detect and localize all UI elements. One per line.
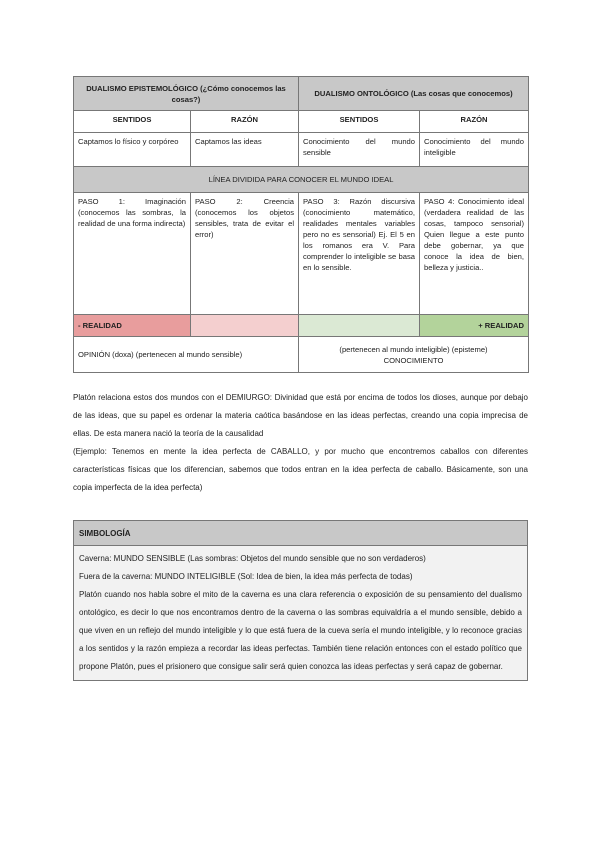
demiurgo-text: Platón relaciona estos dos mundos con el DEMIURGO: Divinidad que está por encima de todos los dioses, aunque por debajo de las ideas, que su papel es ordenar la materia caótica basándose en las ideas perfectas, creando una copia imprecisa de ellas. De esta manera nació la teoría de la causalidad — [73, 393, 528, 438]
conocimiento-cell — [299, 337, 529, 373]
simbologia-body — [74, 546, 528, 681]
divided-line-title: LÍNEA DIVIDIDA PARA CONOCER EL MUNDO IDEAL — [74, 167, 529, 193]
cell-razon-onto: Conocimiento del mundo inteligible — [420, 133, 529, 167]
cell-sentidos-onto: Conocimiento del mundo sensible — [299, 133, 420, 167]
simbologia-explanation: Platón cuando nos habla sobre el mito de la caverna es una clara referencia o exposición de su pensamiento del dualismo ontológico, es decir lo que nos encontramos dentro de la caverna o las sombras equivaldría a el mundo sensible, debido a que viven en un reflejo del mundo inteligible y lo que está fuera de la cueva sería el mundo inteligible, y lo reconoce gracias a los sentidos y la razón empieza a recordar las ideas perfectas. También tiene relación entonces con el estado político que propone Platón, pues el prisionero que consigue salir será quien conozca las ideas perfectas y será capaz de gobernar. — [79, 590, 522, 671]
col-razon-onto: RAZÓN — [420, 111, 529, 133]
header-epistemological: DUALISMO EPISTEMOLÓGICO (¿Cómo conocemos las cosas?) — [74, 77, 299, 111]
simbologia-fuera: Fuera de la caverna: MUNDO INTELIGIBLE (Sol: Idea de bien, la idea más perfecta de todas) — [79, 572, 413, 581]
conocimiento-line2: CONOCIMIENTO — [383, 355, 444, 365]
demiurgo-paragraph — [73, 389, 528, 497]
col-sentidos-epist: SENTIDOS — [74, 111, 191, 133]
header-ontological: DUALISMO ONTOLÓGICO (Las cosas que conocemos) — [299, 77, 529, 111]
less-reality-bar — [191, 315, 299, 337]
less-reality-label: - REALIDAD — [74, 315, 191, 337]
cell-sentidos-epist: Captamos lo físico y corpóreo — [74, 133, 191, 167]
paso-3: PASO 3: Razón discursiva (conocimiento matemático, realidades mentales variables pero no es sensorial) Ej. El 5 en los romanos era V. Para comprender lo inteligible se basa en lo sensible. — [299, 193, 420, 315]
simbologia-table — [73, 520, 528, 681]
paso-4: PASO 4: Conocimiento ideal (verdadera realidad de las cosas, tampoco sensorial) Quien llegue a este punto debe gobernar, ya que conoce la idea de bien, belleza y justicia.. — [420, 193, 529, 315]
opinion-cell: OPINIÓN (doxa) (pertenecen al mundo sensible) — [74, 337, 299, 373]
more-reality-bar — [299, 315, 420, 337]
paso-2: PASO 2: Creencia (conocemos los objetos sensibles, trata de evitar el error) — [191, 193, 299, 315]
more-reality-label: + REALIDAD — [420, 315, 529, 337]
simbologia-caverna: Caverna: MUNDO SENSIBLE (Las sombras: Objetos del mundo sensible que no son verdaderos) — [79, 554, 426, 563]
dualism-table — [73, 76, 529, 373]
simbologia-title: SIMBOLOGÍA — [74, 521, 528, 546]
col-razon-epist: RAZÓN — [191, 111, 299, 133]
col-sentidos-onto: SENTIDOS — [299, 111, 420, 133]
cell-razon-epist: Captamos las ideas — [191, 133, 299, 167]
paso-1: PASO 1: Imaginación (conocemos las sombras, la realidad de una forma indirecta) — [74, 193, 191, 315]
conocimiento-line1: (pertenecen al mundo inteligible) (episteme) — [339, 344, 488, 354]
caballo-example: (Ejemplo: Tenemos en mente la idea perfecta de CABALLO, y por mucho que encontremos caballos con diferentes características físicas que los diferencian, sabemos que todos entran en la idea perfecta de caballo. Básicamente, son una copia imperfecta de la idea perfecta) — [73, 447, 528, 492]
